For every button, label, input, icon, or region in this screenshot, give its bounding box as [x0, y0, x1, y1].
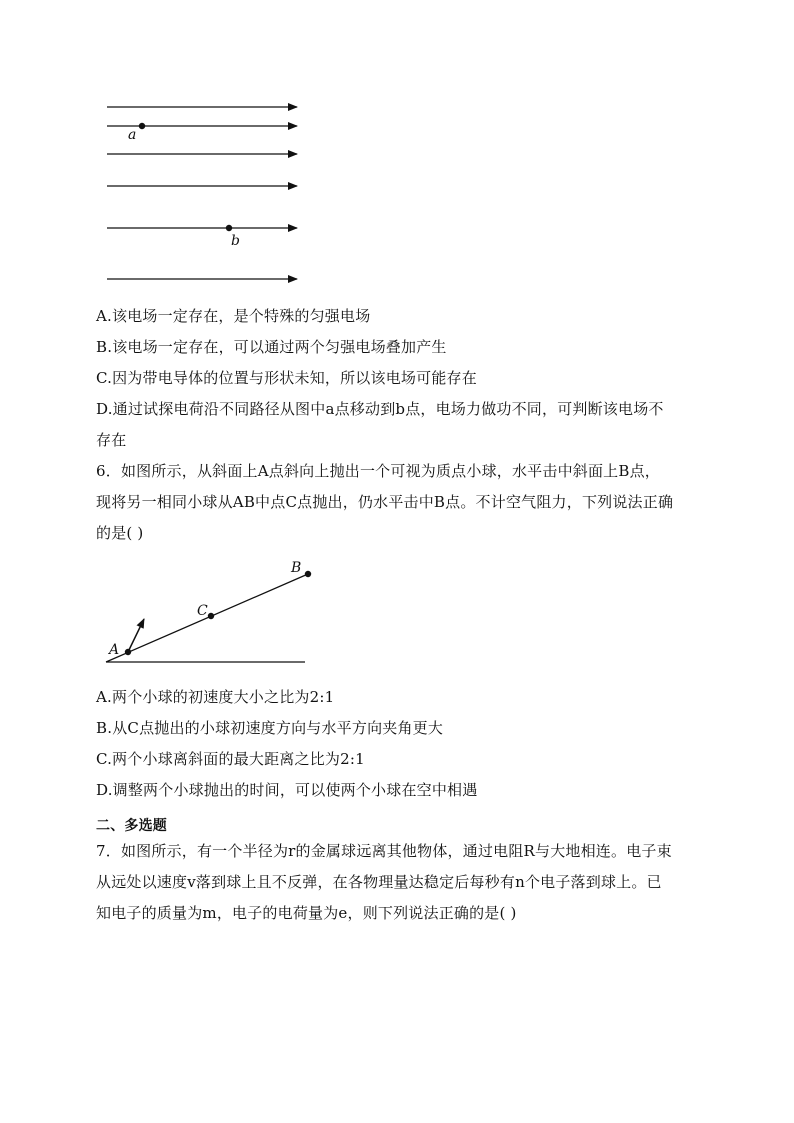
point-a — [139, 123, 145, 129]
q7-stem-line-3: 知电子的质量为m，电子的电荷量为e，则下列说法正确的是( ) — [96, 904, 517, 922]
q7-stem-line-1: 7．如图所示，有一个半径为r的金属球远离其他物体，通过电阻R与大地相连。电子束 — [96, 842, 672, 860]
point-b — [226, 225, 232, 231]
label-B: B — [291, 560, 302, 576]
incline-figure — [100, 555, 320, 670]
q5-option-d-cont: 存在 — [96, 431, 127, 449]
q7-stem-line-2: 从远处以速度v落到球上且不反弹，在各物理量达稳定后每秒有n个电子落到球上。已 — [96, 873, 662, 891]
q5-option-a: A.该电场一定存在，是个特殊的匀强电场 — [96, 307, 371, 325]
q6-option-d: D.调整两个小球抛出的时间，可以使两个小球在空中相遇 — [96, 781, 478, 799]
point-A — [125, 649, 131, 655]
q5-option-c: C.因为带电导体的位置与形状未知，所以该电场可能存在 — [96, 369, 477, 387]
label-A: A — [109, 642, 120, 658]
label-a: a — [128, 127, 137, 143]
point-B — [305, 571, 311, 577]
field-lines-figure — [100, 95, 310, 295]
label-C: C — [197, 603, 208, 619]
section-heading-multiple-choice: 二、多选题 — [96, 818, 167, 834]
point-C — [208, 613, 214, 619]
q6-stem-line-1: 6．如图所示，从斜面上A点斜向上抛出一个可视为质点小球，水平击中斜面上B点， — [96, 462, 661, 480]
q6-stem-line-3: 的是( ) — [96, 524, 144, 542]
q5-option-b: B.该电场一定存在，可以通过两个匀强电场叠加产生 — [96, 338, 447, 356]
q6-option-a: A.两个小球的初速度大小之比为2:1 — [96, 688, 335, 706]
q6-option-b: B.从C点抛出的小球初速度方向与水平方向夹角更大 — [96, 719, 444, 737]
q6-stem-line-2: 现将另一相同小球从AB中点C点抛出，仍水平击中B点。不计空气阻力，下列说法正确 — [96, 493, 674, 511]
q5-option-d: D.通过试探电荷沿不同路径从图中a点移动到b点，电场力做功不同，可判断该电场不 — [96, 400, 664, 418]
q6-option-c: C.两个小球离斜面的最大距离之比为2:1 — [96, 750, 365, 768]
label-b: b — [231, 233, 240, 249]
